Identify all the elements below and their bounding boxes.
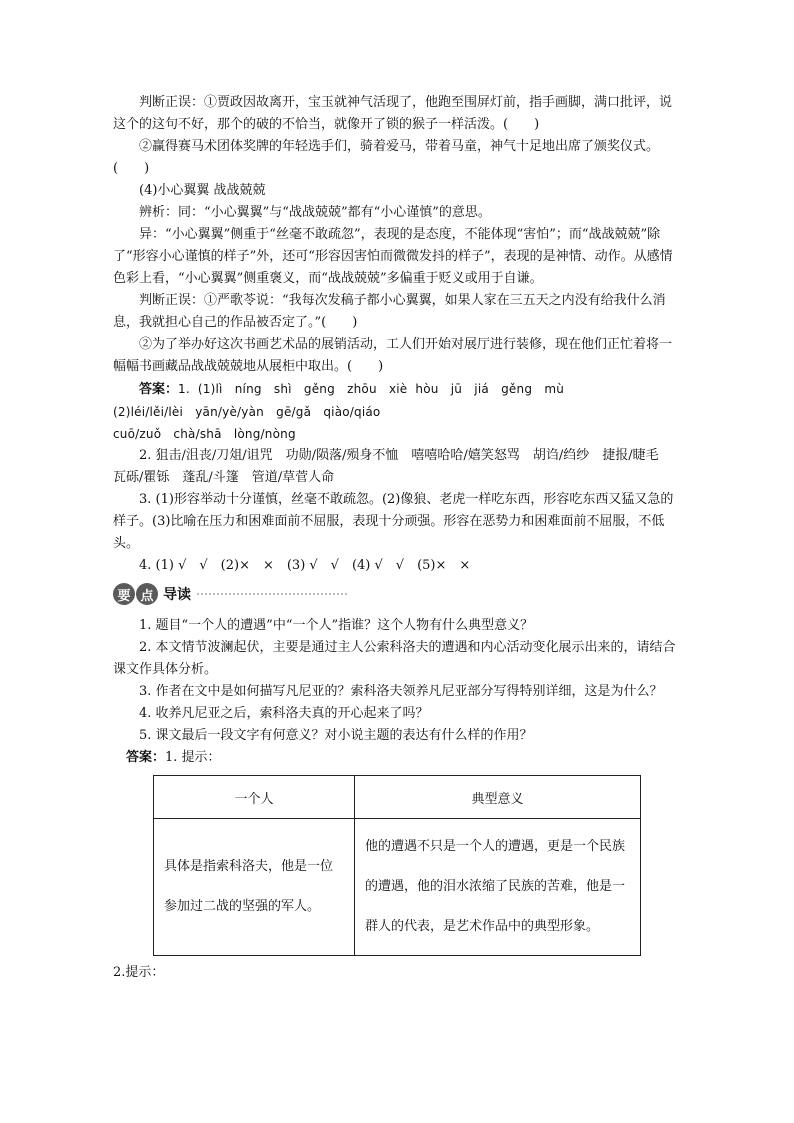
table-cell-person: 具体是指索科洛夫，他是一位参加过二战的坚强的军人。: [154, 819, 355, 956]
section-banner-key-points: [113, 579, 683, 609]
table-row: [154, 819, 641, 956]
question-1: 1. 题目“一个人的遭遇”中“一个人”指谁？这个人物有什么典型意义？: [139, 618, 534, 633]
table-header-row: [154, 776, 641, 819]
answer-2: 2. 狙击/沮丧/刀俎/诅咒 功勋/陨落/殒身不恤 嘻嘻哈哈/嬉笑怒骂 胡诌/绉纱 捷报/睫毛 瓦砾/瞿铄 蓬乱/斗篷 管道/草菅人命: [113, 448, 672, 485]
paragraph-analysis-same: 辨析：同：“小心翼翼”与“战战兢兢”都有“小心谨慎”的意思。: [139, 205, 491, 220]
answer-section-2: [113, 747, 683, 769]
table-cell-meaning: 他的遭遇不只是一个人的遭遇，更是一个民族的遭遇，他的泪水浓缩了民族的苦难，他是一群人的代表，是艺术作品中的典型形象。: [355, 819, 641, 956]
section-badge-1: 要: [113, 583, 135, 605]
section-dotted-rule: [197, 593, 347, 595]
section-badge-2: 点: [136, 583, 158, 605]
answer-2-hint: 1. 提示：: [165, 750, 221, 765]
paragraph-analysis-diff: 异：“小心翼翼”侧重于“丝毫不敢疏忽”，表现的是态度，不能体现“害怕”；而“战战兢兢”除了“形容小心谨慎的样子”外，还可“形容因害怕而微微发抖的样子”，表现的是神情、动作。从感情色彩上看，“小心翼翼”侧重褒义，而“战战兢兢”多偏重于贬义或用于自谦。: [113, 227, 673, 286]
answer-3: 3. (1)形容举动十分谨慎，丝毫不敢疏忽。(2)像狼、老虎一样吃东西，形容吃东西又猛又急的样子。(3)比喻在压力和困难面前不屈服，表现十分顽强。形容在恶势力和困难面前不屈服，不低头。: [113, 492, 674, 551]
answer-1-line-2: (2)léi/lěi/lèi yān/yè/yàn gē/gǎ qiào/qiáo: [113, 405, 381, 419]
answer-1-line-1: [113, 378, 683, 401]
table-header-meaning: 典型意义: [355, 776, 641, 819]
paragraph-judge-2: ②赢得赛马术团体奖牌的年轻选手们，骑着爱马，带着马童，神气十足地出席了颁奖仪式。( ): [113, 139, 660, 176]
paragraph-judge-4: ②为了举办好这次书画艺术品的展销活动，工人们开始对展厅进行装修，现在他们正忙着将一幅幅书画藏品战战兢兢地从展柜中取出。( ): [113, 337, 673, 374]
paragraph-judge-1: 判断正误：①贾政因故离开，宝玉就神气活现了，他跑至围屏灯前，指手画脚，满口批评，说这个的这句不好，那个的破的不恰当，就像开了锁的猴子一样活泼。( ): [113, 95, 673, 132]
typical-meaning-table: [153, 775, 641, 956]
hint-2: 2.提示：: [113, 965, 165, 980]
answer-2-label: 答案：: [126, 750, 166, 765]
question-2: 2. 本文情节波澜起伏，主要是通过主人公索科洛夫的遭遇和内心活动变化展示出来的，请结合课文作具体分析。: [113, 640, 676, 677]
section-title: 导读: [163, 587, 191, 603]
answer-1-line-3: cuō/zuǒ chà/shā lòng/nòng: [113, 427, 296, 441]
question-4: 4. 收养凡尼亚之后，索科洛夫真的开心起来了吗？: [139, 706, 429, 721]
answer-1-pinyin-1: 1. (1)lì níng shì gěng zhōu xiè hòu jū jiá gěng mù: [178, 382, 565, 396]
answer-label: 答案：: [139, 382, 179, 397]
question-3: 3. 作者在文中是如何描写凡尼亚的？索科洛夫领养凡尼亚部分写得特别详细，这是为什么？: [139, 684, 663, 699]
table-header-person: 一个人: [154, 776, 355, 819]
answer-4: 4. (1) √ √ (2)× × (3) √ √ (4) √ √ (5)× ×: [139, 558, 471, 573]
paragraph-judge-3: 判断正误：①严歌苓说：“我每次发稿子都小心翼翼，如果人家在三五天之内没有给我什么消息，我就担心自己的作品被否定了。”( ): [113, 293, 666, 330]
content-column: [113, 92, 683, 984]
question-5: 5. 课文最后一段文字有何意义？对小说主题的表达有什么样的作用？: [139, 728, 533, 743]
paragraph-word-pair-heading: (4)小心翼翼 战战兢兢: [139, 183, 266, 198]
